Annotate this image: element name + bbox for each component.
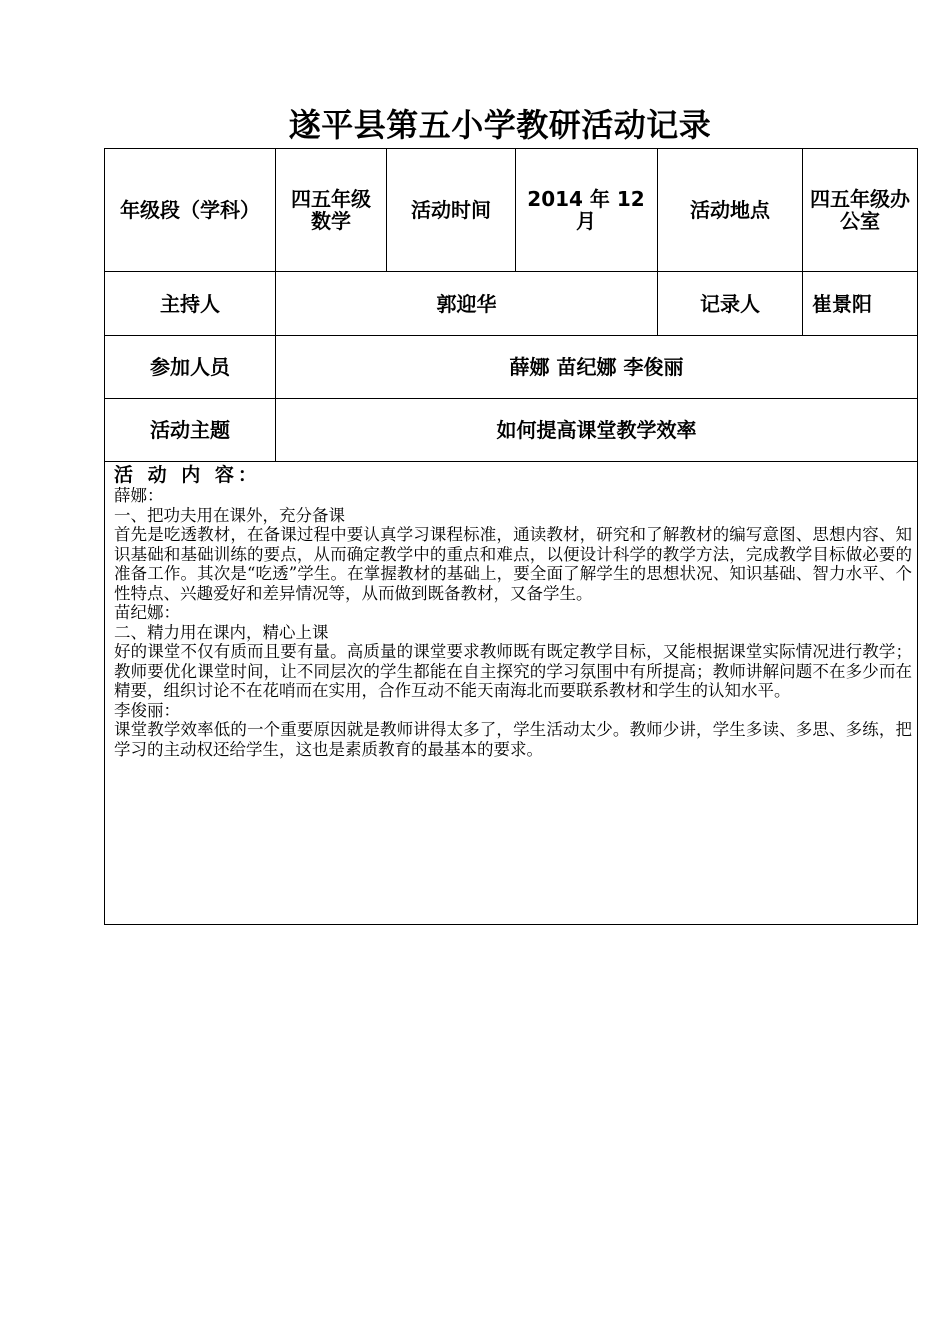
speaker-name: 李俊丽：	[114, 700, 180, 720]
participants-value: 薛娜 苗纪娜 李俊丽	[509, 355, 684, 379]
section-heading: 一、把功夫用在课外，充分备课	[114, 505, 345, 525]
content-paragraph: 首先是吃透教材，在备课过程中要认真学习课程标准，通读教材，研究和了解教材的编写意图、思想内容、知识基础和基础训练的要点，从而确定教学中的重点和难点，以便设计科学的教学方法，完成教学目标做必要的准备工作。其次是“吃透”学生。在掌握教材的基础上，要全面了解学生的思想状况、知识基础、智力水平、个性特点、兴趣爱好和差异情况等，从而做到既备教材，又备学生。	[114, 525, 912, 603]
content-paragraph: 好的课堂不仅有质而且要有量。高质量的课堂要求教师既有既定教学目标，又能根据课堂实际情况进行教学；教师要优化课堂时间，让不同层次的学生都能在自主探究的学习氛围中有所提高；教师讲解问题不在多少而在精要，组织讨论不在花哨而在实用，合作互动不能天南海北而要联系教材和学生的认知水平。	[114, 642, 912, 700]
host-label: 主持人	[160, 291, 220, 316]
activity-content	[114, 464, 912, 759]
table-border-bottom	[104, 924, 918, 925]
table-row-divider	[104, 461, 918, 462]
grade-value: 四五年级数学	[291, 187, 371, 233]
theme-value: 如何提高课堂教学效率	[496, 418, 697, 442]
page-title: 遂平县第五小学教研活动记录	[288, 106, 712, 144]
time-value: 2014 年 12 月	[527, 187, 645, 233]
place-label: 活动地点	[690, 198, 770, 222]
content-paragraph: 课堂教学效率低的一个重要原因就是教师讲得太多了，学生活动太少。教师少讲，学生多读、多思、多练，把学习的主动权还给学生，这也是素质教育的最基本的要求。	[114, 720, 912, 759]
recorder-value: 崔景阳	[812, 291, 872, 316]
place-value: 四五年级办公室	[810, 187, 910, 233]
table-col-divider	[515, 148, 516, 272]
speaker-name: 苗纪娜：	[114, 603, 180, 622]
time-label: 活动时间	[411, 198, 491, 222]
host-value: 郭迎华	[436, 291, 497, 316]
grade-label: 年级段（学科）	[120, 198, 260, 222]
content-heading: 活 动 内 容：	[114, 464, 261, 486]
speaker-name: 薛娜：	[114, 486, 164, 505]
theme-label: 活动主题	[150, 418, 230, 442]
participants-label: 参加人员	[150, 355, 230, 379]
table-border-right	[917, 148, 918, 925]
recorder-label: 记录人	[700, 291, 760, 316]
section-heading: 二、精力用在课内，精心上课	[114, 622, 329, 642]
